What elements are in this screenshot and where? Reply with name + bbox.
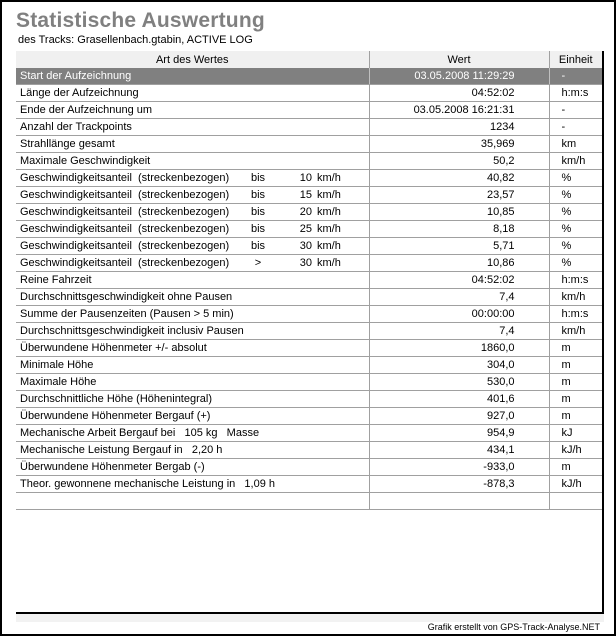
row-unit: m [549,357,602,374]
row-value: 23,57 [369,187,549,204]
speed-operator: bis [250,240,266,252]
row-label [16,255,369,272]
row-value: 1860,0 [369,340,549,357]
row-label: Mechanische Leistung Bergauf in 2,20 h [16,442,369,459]
row-unit: kJ [549,425,602,442]
statistics-table-container [16,51,604,614]
row-value: 5,71 [369,238,549,255]
speed-operator: bis [250,172,266,184]
speed-operator: > [254,257,262,269]
row-label: Überwundene Höhenmeter +/- absolut [16,340,369,357]
row-label-text: Geschwindigkeitsanteil (streckenbezogen) [20,223,230,235]
speed-threshold: 25 [299,223,312,235]
speed-unit: km/h [317,206,341,218]
table-row[interactable] [16,459,602,476]
row-label: Theor. gewonnene mechanische Leistung in 1,09 h [16,476,369,493]
row-label: Überwundene Höhenmeter Bergab (-) [16,459,369,476]
row-unit: % [549,204,602,221]
table-row[interactable] [16,289,602,306]
row-unit: - [549,68,602,85]
table-row[interactable] [16,238,602,255]
row-unit: % [549,255,602,272]
row-label: Minimale Höhe [16,357,369,374]
row-unit: m [549,408,602,425]
speed-unit: km/h [317,172,341,184]
speed-unit: km/h [317,257,341,269]
row-value: 50,2 [369,153,549,170]
table-row[interactable] [16,306,602,323]
row-value: -878,3 [369,476,549,493]
row-unit: % [549,238,602,255]
speed-threshold: 30 [299,257,312,269]
column-header-art[interactable]: Art des Wertes [16,51,369,68]
row-label-text: Geschwindigkeitsanteil (streckenbezogen) [20,206,230,218]
row-label: Strahllänge gesamt [16,136,369,153]
row-label: Durchschnittsgeschwindigkeit inclusiv Pausen [16,323,369,340]
row-value: 03.05.2008 11:29:29 [369,68,549,85]
row-value: 8,18 [369,221,549,238]
row-label [16,493,369,510]
row-label [16,187,369,204]
table-row[interactable] [16,85,602,102]
table-row[interactable] [16,102,602,119]
table-header-row [16,51,602,68]
speed-unit: km/h [317,189,341,201]
speed-operator: bis [250,223,266,235]
row-label: Maximale Höhe [16,374,369,391]
row-unit: h:m:s [549,85,602,102]
speed-threshold: 20 [299,206,312,218]
row-value: 35,969 [369,136,549,153]
row-value: 03.05.2008 16:21:31 [369,102,549,119]
row-unit: m [549,391,602,408]
row-unit [549,493,602,510]
row-label-text: Geschwindigkeitsanteil (streckenbezogen) [20,240,230,252]
row-label [16,170,369,187]
row-value: 530,0 [369,374,549,391]
speed-threshold: 15 [299,189,312,201]
table-row[interactable] [16,374,602,391]
row-label: Mechanische Arbeit Bergauf bei 105 kg Masse [16,425,369,442]
row-label: Start der Aufzeichnung [16,68,369,85]
row-unit: h:m:s [549,272,602,289]
table-row[interactable] [16,204,602,221]
row-unit: km/h [549,323,602,340]
row-unit: km/h [549,289,602,306]
row-unit: m [549,340,602,357]
row-unit: % [549,170,602,187]
credit-text: Grafik erstellt von GPS-Track-Analyse.NET [427,622,600,632]
table-row[interactable] [16,476,602,493]
row-unit: - [549,119,602,136]
row-unit: km/h [549,153,602,170]
row-label [16,238,369,255]
speed-unit: km/h [317,240,341,252]
row-label: Anzahl der Trackpoints [16,119,369,136]
track-subtitle: des Tracks: Grasellenbach.gtabin, ACTIVE LOG [18,34,253,46]
row-label: Reine Fahrzeit [16,272,369,289]
row-unit: m [549,459,602,476]
row-label: Durchschnittliche Höhe (Höhenintegral) [16,391,369,408]
table-row[interactable] [16,119,602,136]
row-value: 10,85 [369,204,549,221]
row-value: 1234 [369,119,549,136]
speed-threshold: 30 [299,240,312,252]
table-row[interactable] [16,68,602,85]
table-row[interactable] [16,272,602,289]
row-value: 954,9 [369,425,549,442]
row-label: Durchschnittsgeschwindigkeit ohne Pausen [16,289,369,306]
row-unit: h:m:s [549,306,602,323]
row-label: Maximale Geschwindigkeit [16,153,369,170]
table-row[interactable] [16,442,602,459]
table-row[interactable] [16,425,602,442]
row-value: 304,0 [369,357,549,374]
speed-threshold: 10 [299,172,312,184]
row-value: 401,6 [369,391,549,408]
row-value: 927,0 [369,408,549,425]
page-title: Statistische Auswertung [16,9,265,32]
row-unit: m [549,374,602,391]
table-row[interactable] [16,340,602,357]
table-row[interactable] [16,136,602,153]
row-value: 10,86 [369,255,549,272]
table-row[interactable] [16,408,602,425]
table-body [16,68,602,510]
table-row[interactable] [16,255,602,272]
row-unit: % [549,221,602,238]
row-label-text: Geschwindigkeitsanteil (streckenbezogen) [20,189,230,201]
row-value: 434,1 [369,442,549,459]
row-unit: % [549,187,602,204]
table-row[interactable] [16,221,602,238]
table-row[interactable] [16,357,602,374]
row-label: Überwundene Höhenmeter Bergauf (+) [16,408,369,425]
row-value: 40,82 [369,170,549,187]
table-row[interactable] [16,170,602,187]
row-unit: kJ/h [549,442,602,459]
speed-operator: bis [250,206,266,218]
row-value: 7,4 [369,323,549,340]
table-row[interactable] [16,187,602,204]
table-row[interactable] [16,153,602,170]
statistics-table [16,51,602,510]
table-row[interactable] [16,323,602,340]
row-label: Summe der Pausenzeiten (Pausen > 5 min) [16,306,369,323]
speed-operator: bis [250,189,266,201]
row-label-text: Geschwindigkeitsanteil (streckenbezogen) [20,172,230,184]
row-value: 04:52:02 [369,85,549,102]
column-header-einheit[interactable]: Einheit [549,51,602,68]
row-value: 7,4 [369,289,549,306]
row-label: Ende der Aufzeichnung um [16,102,369,119]
row-value: 00:00:00 [369,306,549,323]
row-value: 04:52:02 [369,272,549,289]
row-label-text: Geschwindigkeitsanteil (streckenbezogen) [20,257,230,269]
row-label: Länge der Aufzeichnung [16,85,369,102]
speed-unit: km/h [317,223,341,235]
row-unit: - [549,102,602,119]
column-header-wert[interactable]: Wert [369,51,549,68]
row-value [369,493,549,510]
bottom-shade [16,614,604,622]
table-row[interactable] [16,493,602,510]
row-label [16,221,369,238]
row-unit: km [549,136,602,153]
row-label [16,204,369,221]
row-value: -933,0 [369,459,549,476]
table-row[interactable] [16,391,602,408]
row-unit: kJ/h [549,476,602,493]
